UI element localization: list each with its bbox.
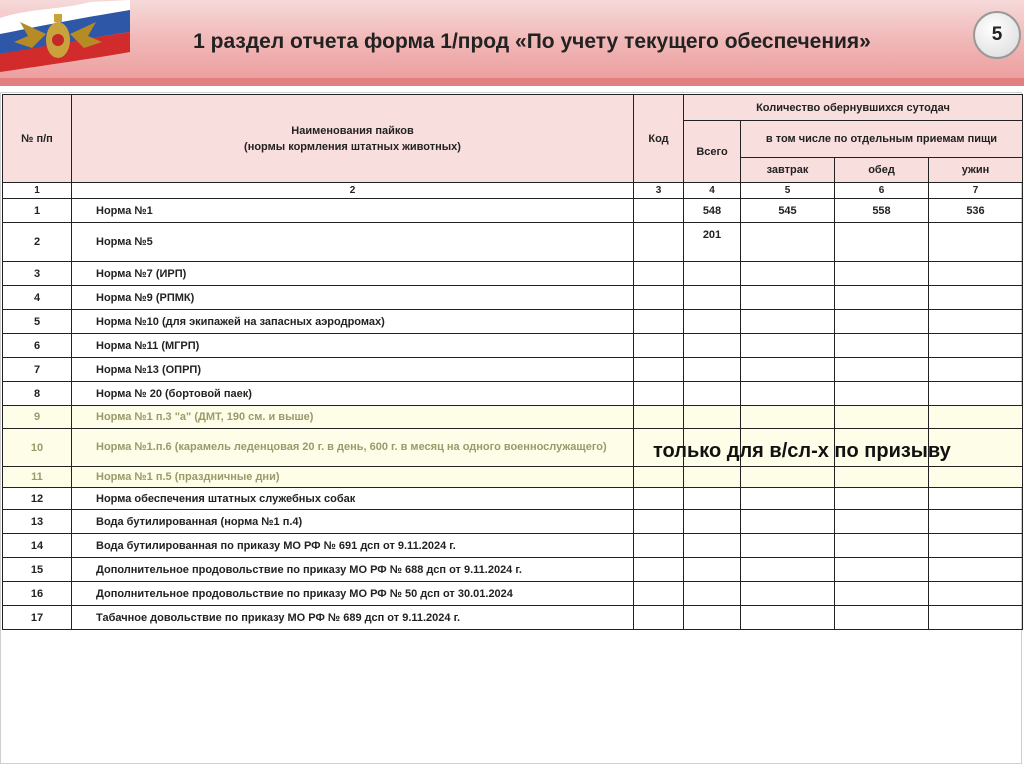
row-code [634,310,684,334]
row-number: 3 [3,262,72,286]
row-dinner [929,223,1023,262]
header-dinner: ужин [929,158,1023,183]
header-lunch: обед [835,158,929,183]
row-number: 13 [3,510,72,534]
table-row [3,582,1023,606]
row-number: 14 [3,534,72,558]
table-row [3,510,1023,534]
row-name: Норма №1 п.3 "а" (ДМТ, 190 см. и выше) [72,406,634,429]
row-code [634,406,684,429]
row-total [684,286,741,310]
row-total [684,510,741,534]
row-code [634,286,684,310]
row-code [634,606,684,630]
row-code [634,199,684,223]
row-total [684,558,741,582]
row-name: Табачное довольствие по приказу МО РФ № 689 дсп от 9.11.2024 г. [72,606,634,630]
row-code [634,534,684,558]
index-row [3,183,1023,199]
table-row [3,223,1023,262]
row-breakfast [741,558,835,582]
row-name: Норма №1 п.5 (праздничные дни) [72,467,634,488]
index-cell: 7 [929,183,1023,199]
slide-header [0,0,1024,86]
row-total [684,334,741,358]
row-lunch [835,334,929,358]
header-breakfast: завтрак [741,158,835,183]
row-number: 2 [3,223,72,262]
row-dinner [929,467,1023,488]
row-number: 4 [3,286,72,310]
row-name: Дополнительное продовольствие по приказу МО РФ № 50 дсп от 30.01.2024 [72,582,634,606]
row-code [634,510,684,534]
row-dinner [929,488,1023,510]
index-cell: 3 [634,183,684,199]
row-name: Вода бутилированная по приказу МО РФ № 691 дсп от 9.11.2024 г. [72,534,634,558]
table-row [3,558,1023,582]
row-number: 15 [3,558,72,582]
row-name: Норма №13 (ОПРП) [72,358,634,382]
row-number: 1 [3,199,72,223]
row-total [684,310,741,334]
row-lunch [835,488,929,510]
header-group: Количество обернувшихся сутодач [684,95,1023,121]
row-breakfast [741,582,835,606]
row-lunch [835,223,929,262]
report-table [2,94,1023,630]
index-cell: 5 [741,183,835,199]
row-breakfast [741,262,835,286]
row-name: Вода бутилированная (норма №1 п.4) [72,510,634,534]
row-code [634,488,684,510]
row-total [684,606,741,630]
row-total: 201 [684,223,741,262]
page-number-badge: 5 [973,11,1021,59]
row-dinner [929,358,1023,382]
conscript-note: только для в/сл-х по призыву [653,440,951,462]
row-lunch [835,606,929,630]
row-dinner [929,310,1023,334]
row-total [684,582,741,606]
row-number: 12 [3,488,72,510]
row-breakfast [741,334,835,358]
row-number: 17 [3,606,72,630]
row-lunch [835,467,929,488]
row-breakfast [741,286,835,310]
row-code [634,558,684,582]
header-total: Всего [684,121,741,183]
emblem-flag-icon [0,0,130,80]
row-breakfast [741,488,835,510]
row-breakfast: 545 [741,199,835,223]
table-row [3,310,1023,334]
table-row [3,467,1023,488]
index-cell: 4 [684,183,741,199]
row-code [634,223,684,262]
row-number: 11 [3,467,72,488]
row-total [684,358,741,382]
row-lunch [835,534,929,558]
row-breakfast [741,467,835,488]
row-lunch [835,310,929,334]
row-name: Норма № 20 (бортовой паек) [72,382,634,406]
table-body [3,199,1023,630]
row-lunch [835,358,929,382]
row-number: 8 [3,382,72,406]
row-total: 548 [684,199,741,223]
row-name: Норма №7 (ИРП) [72,262,634,286]
row-number: 9 [3,406,72,429]
row-dinner: 536 [929,199,1023,223]
row-code [634,262,684,286]
row-lunch [835,406,929,429]
row-code [634,582,684,606]
row-name: Дополнительное продовольствие по приказу МО РФ № 688 дсп от 9.11.2024 г. [72,558,634,582]
header-code: Код [634,95,684,183]
row-breakfast [741,223,835,262]
row-number: 7 [3,358,72,382]
header-strip [0,78,1024,86]
row-number: 16 [3,582,72,606]
row-name: Норма №9 (РПМК) [72,286,634,310]
row-number: 5 [3,310,72,334]
row-name: Норма обеспечения штатных служебных собак [72,488,634,510]
table-row [3,406,1023,429]
row-total [684,262,741,286]
index-cell: 6 [835,183,929,199]
header-subgroup: в том числе по отдельным приемам пищи [741,121,1023,158]
page-title: 1 раздел отчета форма 1/прод «По учету текущего обеспечения» [193,30,871,53]
row-code [634,358,684,382]
row-breakfast [741,382,835,406]
row-total [684,406,741,429]
row-dinner [929,382,1023,406]
table-row [3,382,1023,406]
header-name-line1: Наименования пайков [291,124,414,137]
row-total [684,488,741,510]
row-name: Норма №1 [72,199,634,223]
table-row [3,358,1023,382]
row-dinner [929,558,1023,582]
row-number: 6 [3,334,72,358]
row-dinner [929,534,1023,558]
row-lunch: 558 [835,199,929,223]
header-num: № п/п [3,95,72,183]
table-row [3,262,1023,286]
row-lunch [835,510,929,534]
row-breakfast [741,406,835,429]
row-dinner [929,510,1023,534]
row-lunch [835,382,929,406]
row-name: Норма №11 (МГРП) [72,334,634,358]
row-code [634,467,684,488]
header-name [72,95,634,183]
table-row [3,199,1023,223]
row-total [684,382,741,406]
table-row [3,286,1023,310]
table-row [3,606,1023,630]
row-name: Норма №10 (для экипажей на запасных аэродромах) [72,310,634,334]
row-breakfast [741,358,835,382]
row-lunch [835,582,929,606]
row-total [684,534,741,558]
row-dinner [929,262,1023,286]
row-dinner [929,286,1023,310]
row-name: Норма №1.п.6 (карамель леденцовая 20 г. в день, 600 г. в месяц на одного военнослужащего) [72,429,634,467]
row-name: Норма №5 [72,223,634,262]
row-breakfast [741,510,835,534]
row-dinner [929,606,1023,630]
row-number: 10 [3,429,72,467]
row-lunch [835,558,929,582]
index-cell: 2 [72,183,634,199]
row-dinner [929,582,1023,606]
row-breakfast [741,310,835,334]
table-row [3,488,1023,510]
row-lunch [835,262,929,286]
row-breakfast [741,606,835,630]
row-code [634,334,684,358]
table-row [3,334,1023,358]
header-name-line2: (нормы кормления штатных животных) [244,140,461,153]
row-code [634,382,684,406]
row-dinner [929,334,1023,358]
row-dinner [929,406,1023,429]
row-breakfast [741,534,835,558]
row-total [684,467,741,488]
table-row [3,534,1023,558]
row-lunch [835,286,929,310]
index-cell: 1 [3,183,72,199]
